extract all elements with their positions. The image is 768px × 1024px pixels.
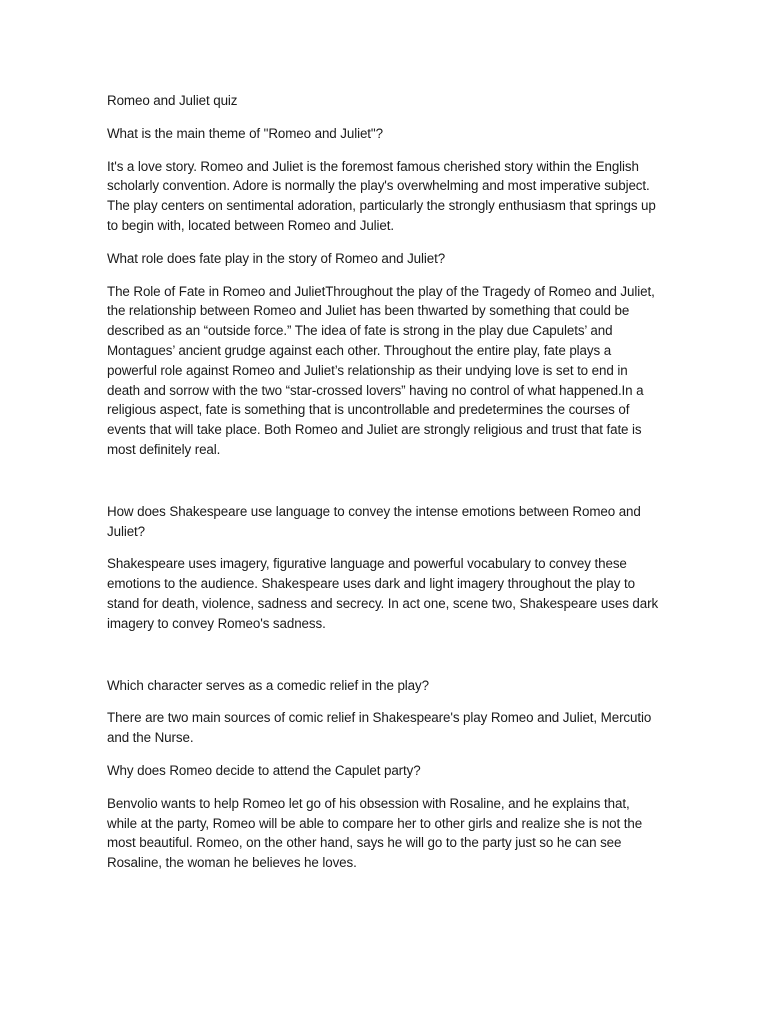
question-3: How does Shakespeare use language to convey the intense emotions between Romeo and Juliet? [107,503,641,539]
answer-4: There are two main sources of comic relief in Shakespeare's play Romeo and Juliet, Mercutio and the Nurse. [107,710,652,746]
answer-5: Benvolio wants to help Romeo let go of his obsession with Rosaline, and he explains that, while at the party, Romeo will be able to compare her to other girls and realize she is not the most beautiful. Romeo, on the other hand, says he will go to the party just so he can see Rosaline, the woman he believes he loves. [107,795,643,871]
question-2: What role does fate play in the story of Romeo and Juliet? [107,250,446,266]
answer-1: It's a love story. Romeo and Juliet is the foremost famous cherished story within the English scholarly convention. Adore is normally the play's overwhelming and most imperative subject. The play centers on sentimental adoration, particularly the strongly enthusiasm that springs up to begin with, located between Romeo and Juliet. [107,158,656,233]
answer-3: Shakespeare uses imagery, figurative language and powerful vocabulary to convey these emotions to the audience. Shakespeare uses dark and light imagery throughout the play to stand for death, violence, sadness and secrecy. In act one, scene two, Shakespeare uses dark imagery to convey Romeo's sadness. [107,556,659,631]
document-title: Romeo and Juliet quiz [107,93,238,108]
question-4: Which character serves as a comedic relief in the play? [107,677,429,693]
question-5: Why does Romeo decide to attend the Capulet party? [107,762,421,778]
document-body [107,91,663,886]
question-1: What is the main theme of "Romeo and Juliet"? [107,125,383,141]
answer-2: The Role of Fate in Romeo and JulietThroughout the play of the Tragedy of Romeo and Juliet, the relationship between Romeo and Juliet has been thwarted by something that could be described as an “outside force.” The idea of fate is strong in the play due Capulets’ and Montagues’ ancient grudge against each other. Throughout the entire play, fate plays a powerful role against Romeo and Juliet’s relationship as their undying love is set to end in death and sorrow with the two “star-crossed lovers” having no control of what happened.In a religious aspect, fate is something that is uncontrollable and predetermines the courses of events that will take place. Both Romeo and Juliet are strongly religious and trust that fate is most definitely real. [107,283,655,457]
